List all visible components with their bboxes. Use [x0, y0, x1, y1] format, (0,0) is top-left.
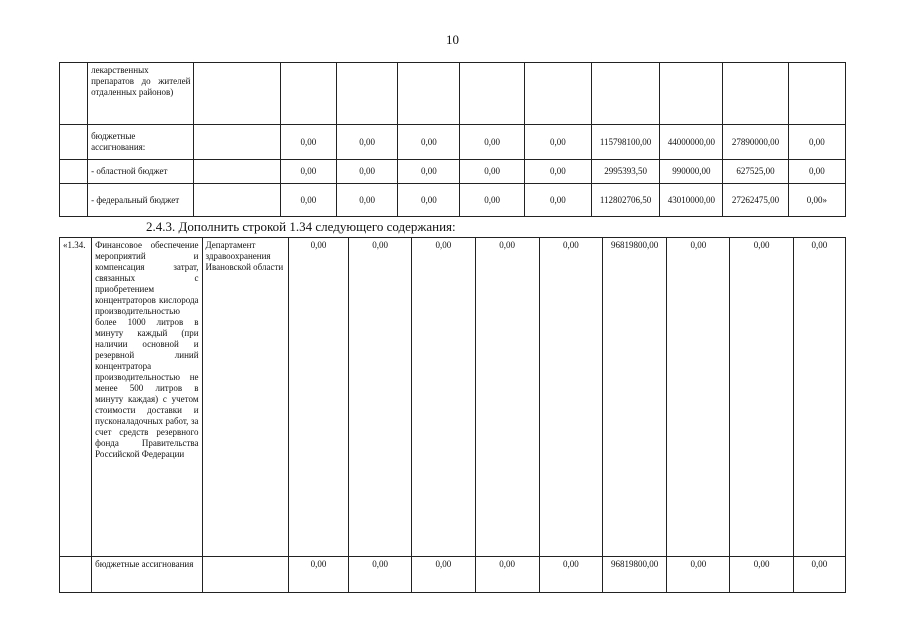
value-cell: 0,00 [539, 238, 602, 557]
value-cell: 27262475,00 [723, 184, 788, 217]
executor-cell [194, 160, 280, 184]
value-cell: 115798100,00 [591, 125, 659, 160]
value-cell: 0,00 [349, 238, 412, 557]
value-cell: 112802706,50 [591, 184, 659, 217]
value-cell: 0,00 [793, 238, 845, 557]
row-label-cell: Финансовое обеспечение мероприятий и компенсация затрат, связанных с приобретением концентраторов кислорода производительностью более 1000 литров в минуту каждый (при наличии основной и резервной линий концентратора производительностью не менее 500 литров в минуту каждая) с учетом стоимости доставки и пусконаладочных работ, за счет средств резервного фонда Правительства Российской Федерации [92, 238, 202, 557]
value-cell: 0,00 [539, 557, 602, 593]
value-cell: 0,00 [337, 160, 398, 184]
value-cell [524, 63, 591, 125]
value-cell: 0,00 [349, 557, 412, 593]
value-cell: 0,00 [398, 160, 460, 184]
value-cell: 0,00 [398, 184, 460, 217]
row-label-cell: - областной бюджет [88, 160, 194, 184]
page-number: 10 [446, 32, 459, 47]
value-cell: 0,00 [667, 557, 730, 593]
value-cell: 0,00 [280, 125, 336, 160]
value-cell: 0,00 [524, 160, 591, 184]
value-cell: 0,00 [793, 557, 845, 593]
value-cell: 627525,00 [723, 160, 788, 184]
value-cell: 0,00 [412, 238, 475, 557]
row-number-cell [60, 125, 88, 160]
value-cell [460, 63, 524, 125]
row-number-cell [60, 557, 92, 593]
row-number-cell [60, 63, 88, 125]
value-cell [723, 63, 788, 125]
value-cell: 0,00 [524, 125, 591, 160]
value-cell: 0,00 [524, 184, 591, 217]
value-cell [660, 63, 723, 125]
value-cell: 0,00 [280, 184, 336, 217]
executor-cell [194, 184, 280, 217]
value-cell: 0,00 [475, 557, 539, 593]
row-label-cell: бюджетные ассигнования: [88, 125, 194, 160]
row-number-cell [60, 184, 88, 217]
value-cell: 0,00 [730, 238, 793, 557]
executor-cell [194, 125, 280, 160]
value-cell [280, 63, 336, 125]
row-number-cell [60, 160, 88, 184]
table-row [60, 160, 846, 184]
table-row [60, 184, 846, 217]
value-cell: 43010000,00 [660, 184, 723, 217]
value-cell: 27890000,00 [723, 125, 788, 160]
value-cell: 0,00 [788, 125, 845, 160]
value-cell: 2995393,50 [591, 160, 659, 184]
value-cell: 44000000,00 [660, 125, 723, 160]
value-cell: 0,00» [788, 184, 845, 217]
value-cell: 0,00 [460, 184, 524, 217]
table-row [60, 125, 846, 160]
row-label-cell: - федеральный бюджет [88, 184, 194, 217]
value-cell: 96819800,00 [603, 238, 667, 557]
value-cell: 0,00 [337, 125, 398, 160]
section-heading: 2.4.3. Дополнить строкой 1.34 следующего содержания: [146, 219, 456, 234]
value-cell: 0,00 [730, 557, 793, 593]
value-cell [337, 63, 398, 125]
budget-table-top [59, 62, 846, 217]
value-cell: 0,00 [288, 557, 348, 593]
table-row [60, 63, 846, 125]
value-cell: 96819800,00 [603, 557, 667, 593]
value-cell: 990000,00 [660, 160, 723, 184]
table-row [60, 557, 846, 593]
value-cell: 0,00 [280, 160, 336, 184]
value-cell: 0,00 [288, 238, 348, 557]
value-cell [398, 63, 460, 125]
row-number-cell: «1.34. [60, 238, 92, 557]
row-label-cell: бюджетные ассигнования [92, 557, 202, 593]
value-cell: 0,00 [460, 125, 524, 160]
value-cell: 0,00 [412, 557, 475, 593]
budget-table-bottom [59, 237, 846, 593]
executor-cell: Департамент здравоохранения Ивановской области [202, 238, 288, 557]
value-cell: 0,00 [337, 184, 398, 217]
row-label-cell: лекарственных препаратов до жителей отдаленных районов) [88, 63, 194, 125]
value-cell: 0,00 [667, 238, 730, 557]
value-cell [788, 63, 845, 125]
value-cell: 0,00 [398, 125, 460, 160]
value-cell [591, 63, 659, 125]
value-cell: 0,00 [460, 160, 524, 184]
executor-cell [202, 557, 288, 593]
executor-cell [194, 63, 280, 125]
table-row [60, 238, 846, 557]
value-cell: 0,00 [788, 160, 845, 184]
value-cell: 0,00 [475, 238, 539, 557]
